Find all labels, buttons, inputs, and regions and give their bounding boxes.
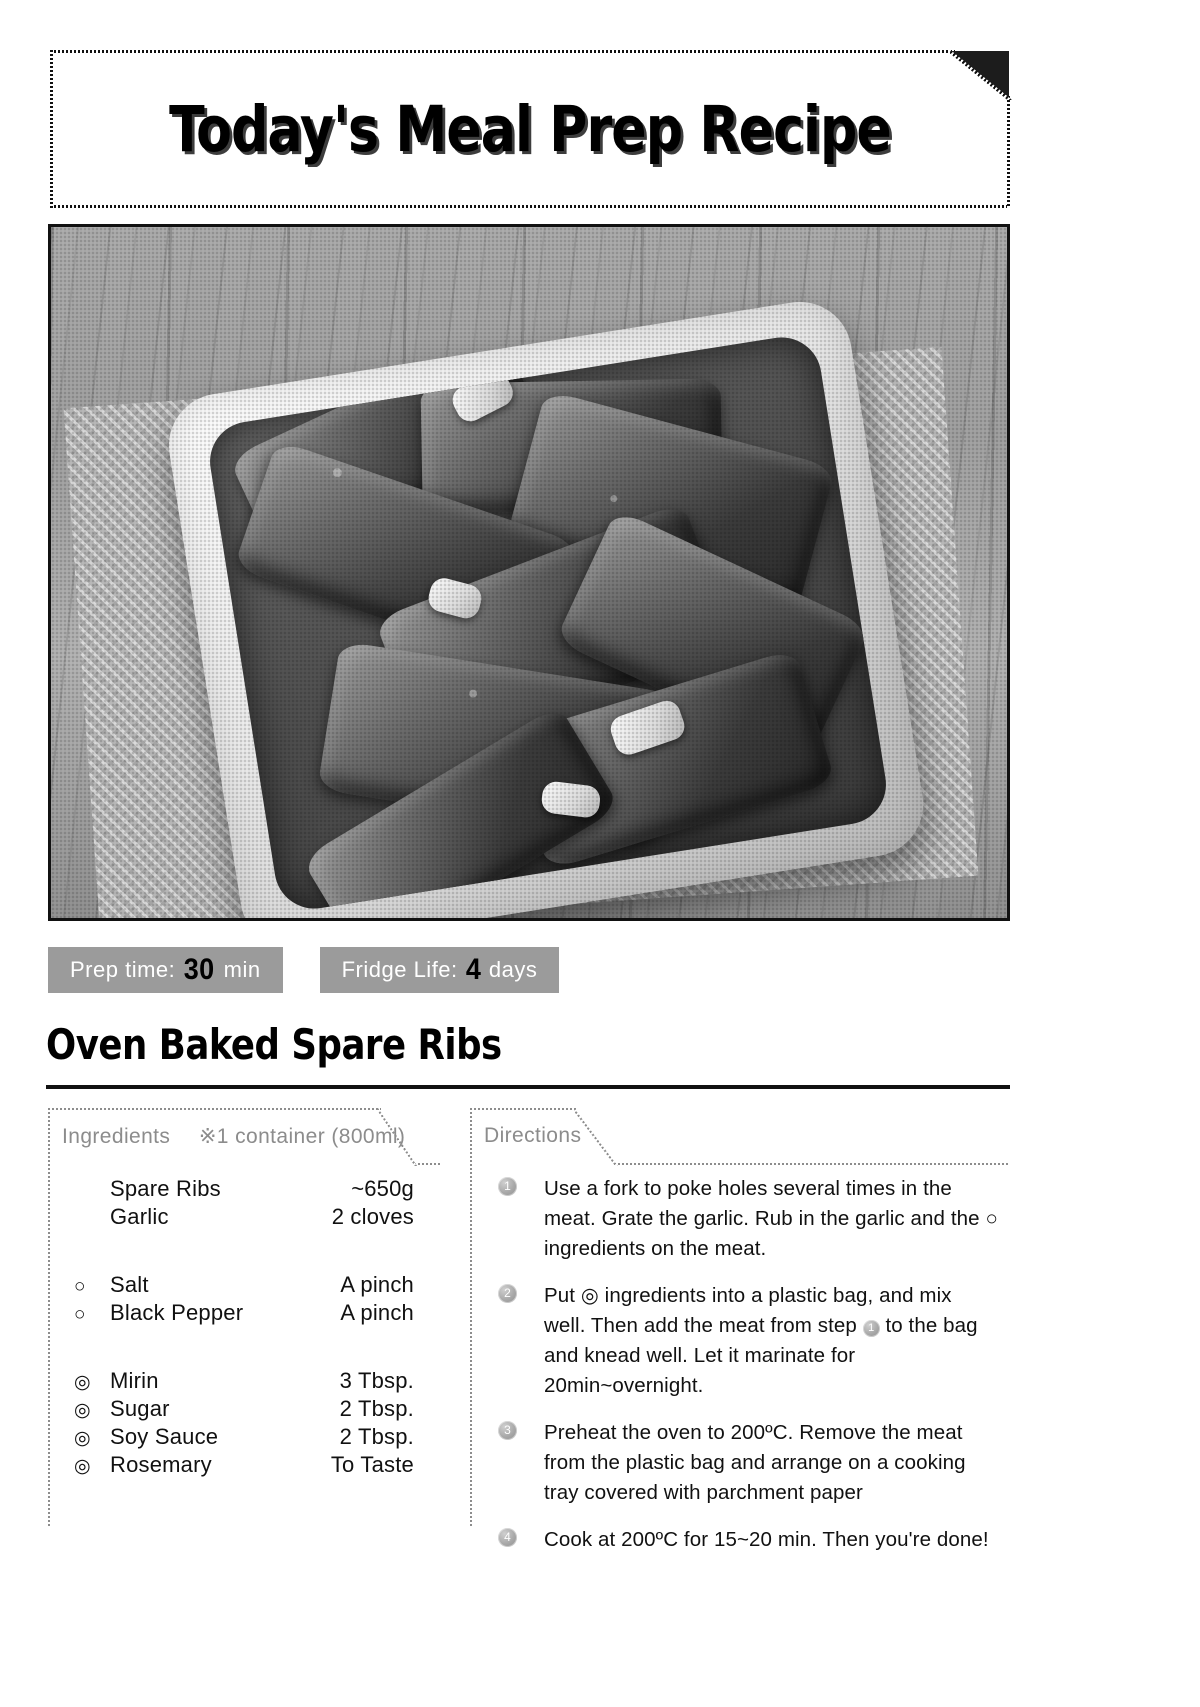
ingredient-row	[74, 1176, 414, 1204]
ingredients-panel-left-border	[48, 1108, 50, 1528]
ingredient-mark-double-circle-icon: ◎	[74, 1428, 91, 1449]
step-text-part: ingredients on the meat.	[544, 1237, 767, 1260]
fridge-life-value: 4	[465, 953, 481, 986]
ingredient-name: Garlic	[110, 1204, 169, 1229]
ingredient-name: Sugar	[110, 1396, 170, 1421]
prep-time-badge	[48, 947, 283, 993]
ingredient-mark-circle-icon: ○	[74, 1304, 86, 1325]
directions-list	[498, 1174, 998, 1572]
directions-panel-tab-underline	[614, 1163, 1010, 1165]
inline-step-reference-icon: 1	[863, 1320, 880, 1337]
ingredient-row	[74, 1368, 414, 1396]
ingredient-qty: 2 cloves	[331, 1204, 414, 1229]
ingredient-qty: 3 Tbsp.	[339, 1368, 414, 1393]
fridge-life-label: Fridge Life:	[341, 957, 458, 982]
baking-dish-interior	[204, 332, 891, 915]
step-number	[498, 1281, 544, 1401]
circle-symbol-icon: ○	[985, 1207, 998, 1230]
step-number	[498, 1525, 544, 1555]
step-number	[498, 1174, 544, 1264]
directions-panel-left-border	[470, 1108, 472, 1528]
ingredients-panel	[48, 1108, 442, 1528]
ingredient-row	[74, 1204, 414, 1232]
step-number-badge: 3	[498, 1421, 517, 1440]
ingredients-tab-label: Ingredients	[62, 1125, 171, 1148]
ingredients-panel-tab-underline	[414, 1163, 442, 1165]
ingredient-name: Mirin	[110, 1368, 159, 1393]
ingredient-name: Salt	[110, 1272, 149, 1297]
step-text-part: Put	[544, 1284, 581, 1307]
fridge-life-badge	[320, 947, 560, 993]
prep-time-unit: min	[223, 957, 261, 982]
direction-step	[498, 1525, 998, 1555]
directions-tab	[484, 1124, 581, 1148]
title-box-left-border	[50, 50, 53, 208]
prep-time-value: 30	[183, 953, 215, 986]
ingredient-mark-double-circle-icon: ◎	[74, 1372, 91, 1393]
fridge-life-unit: days	[488, 957, 538, 982]
ingredient-name: Black Pepper	[110, 1300, 244, 1325]
step-number-badge: 4	[498, 1528, 517, 1547]
meta-badges	[48, 947, 559, 993]
ingredient-row	[74, 1424, 414, 1452]
ingredient-mark-circle-icon: ○	[74, 1276, 86, 1297]
step-text-part: to the bag and knead well. Let it marinate for 20min~overnight.	[544, 1314, 978, 1397]
ingredient-qty: 2 Tbsp.	[339, 1396, 414, 1421]
step-number	[498, 1418, 544, 1508]
title-box-right-border	[1007, 96, 1010, 208]
direction-step	[498, 1281, 998, 1401]
direction-step	[498, 1174, 998, 1264]
ingredient-qty: ~650g	[351, 1176, 414, 1201]
ingredient-group-spacer	[74, 1328, 414, 1368]
step-text	[544, 1281, 998, 1401]
step-text-part: Use a fork to poke holes several times in the meat. Grate the garlic. Rub in the garlic and the	[544, 1177, 986, 1230]
ingredient-row	[74, 1300, 414, 1328]
ingredient-name: Soy Sauce	[110, 1424, 219, 1449]
recipe-photo-image	[51, 227, 1007, 918]
step-number-badge: 2	[498, 1284, 517, 1303]
ingredients-panel-top-border	[48, 1108, 381, 1110]
ingredient-qty: A pinch	[340, 1300, 414, 1325]
step-text	[544, 1174, 998, 1264]
ingredient-qty: 2 Tbsp.	[339, 1424, 414, 1449]
step-number-badge: 1	[498, 1177, 517, 1196]
ingredient-group-spacer	[74, 1232, 414, 1272]
prep-time-label: Prep time:	[70, 957, 176, 982]
directions-tab-label: Directions	[484, 1124, 582, 1147]
directions-panel	[470, 1108, 1010, 1551]
ingredient-mark-double-circle-icon: ◎	[74, 1400, 91, 1421]
ingredient-row	[74, 1396, 414, 1424]
directions-panel-top-border	[470, 1108, 578, 1110]
ingredient-qty: A pinch	[340, 1272, 414, 1297]
page-title: Today's Meal Prep Recipe	[169, 92, 891, 166]
ingredients-tab	[62, 1124, 405, 1149]
ingredient-mark-double-circle-icon: ◎	[74, 1456, 91, 1477]
header-title-box	[50, 50, 1010, 208]
recipe-photo	[48, 224, 1010, 921]
ingredient-row	[74, 1272, 414, 1300]
ingredient-row	[74, 1452, 414, 1480]
ingredients-tab-note: ※1 container (800ml)	[198, 1125, 406, 1148]
ingredient-name: Spare Ribs	[110, 1176, 221, 1201]
step-text: Preheat the oven to 200ºC. Remove the meat from the plastic bag and arrange on a cooking tray covered with parchment paper	[544, 1421, 966, 1504]
ingredients-list	[74, 1176, 414, 1480]
recipe-title: Oven Baked Spare Ribs	[46, 1020, 502, 1069]
title-divider	[46, 1085, 1010, 1089]
direction-step	[498, 1418, 998, 1508]
step-text-part: ingredients into a plastic bag, and mix well. Then add the meat from step	[544, 1284, 952, 1337]
ingredient-name: Rosemary	[110, 1452, 212, 1477]
double-circle-symbol-icon: ◎	[580, 1284, 599, 1307]
ingredient-qty: To Taste	[330, 1452, 414, 1477]
step-text: Cook at 200ºC for 15~20 min. Then you're done!	[544, 1528, 989, 1551]
